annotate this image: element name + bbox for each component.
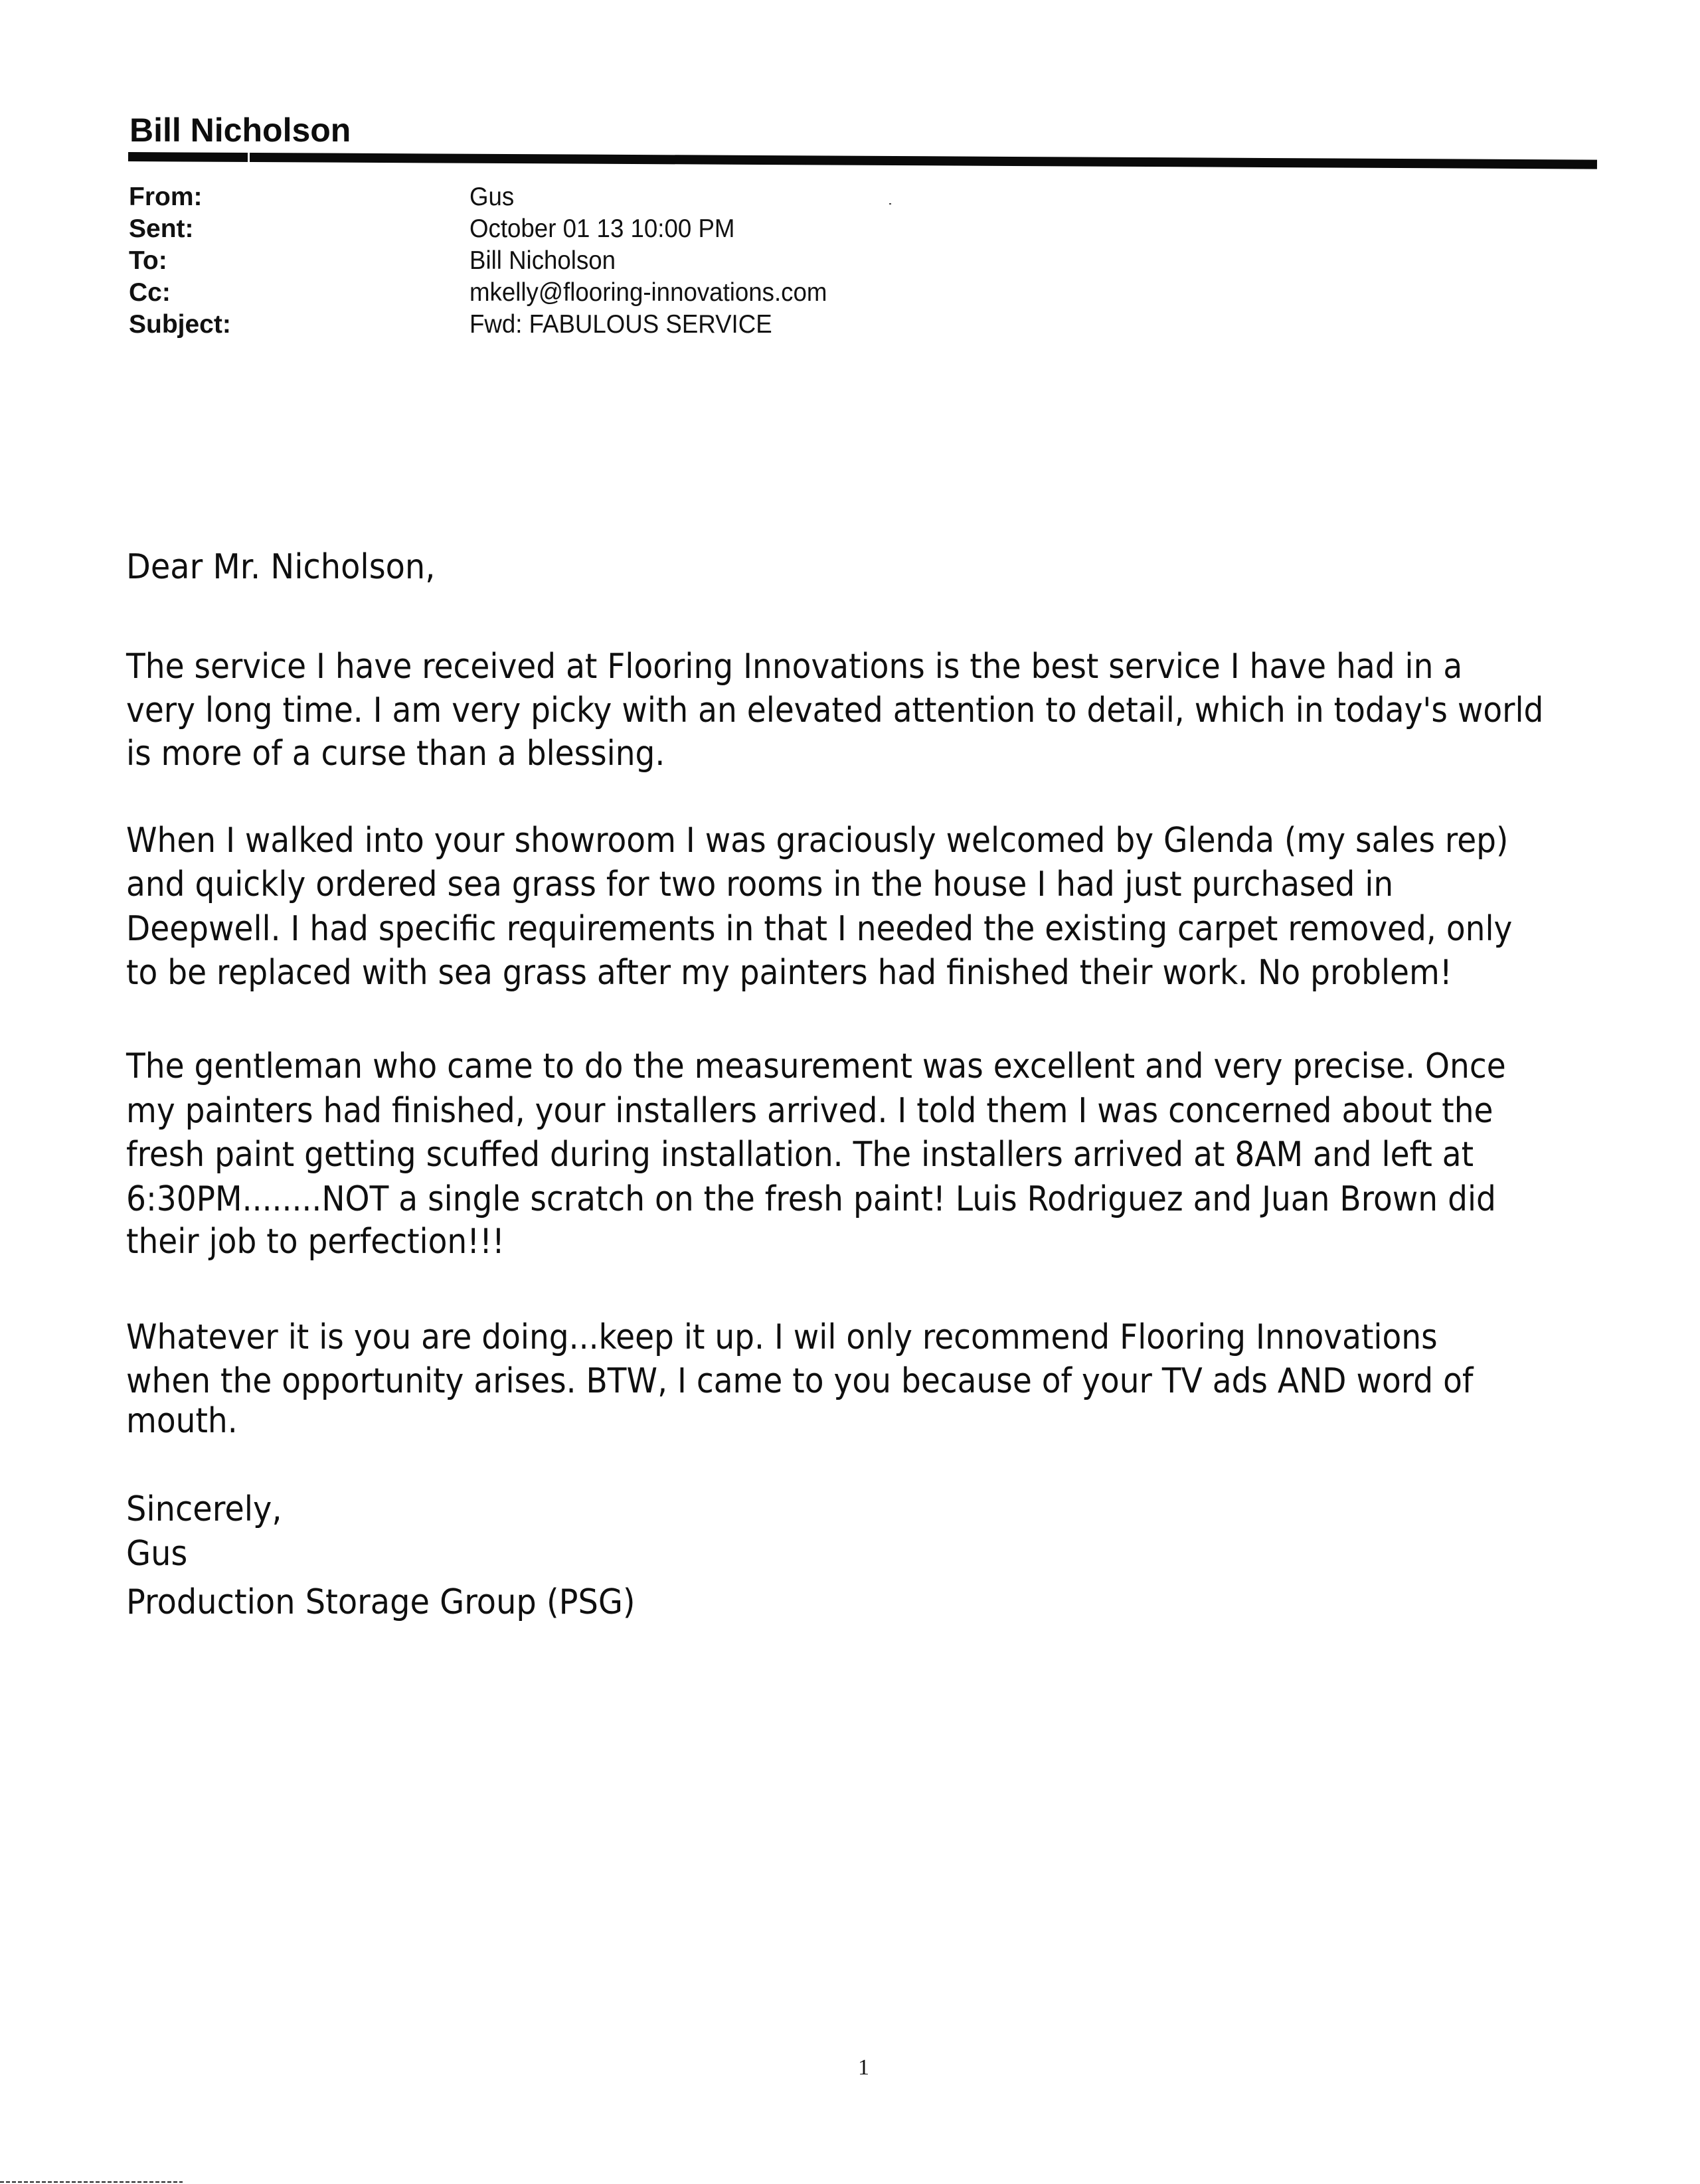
paragraph-line: When I walked into your showroom I was graciously welcomed by Glenda (my sales rep) <box>126 821 1509 861</box>
paragraph-line: my painters had finished, your installers arrived. I told them I was concerned about the <box>126 1091 1493 1131</box>
paragraph-line: 6:30PM........NOT a single scratch on the fresh paint! Luis Rodriguez and Juan Brown did <box>126 1179 1496 1219</box>
paragraph-line: Whatever it is you are doing...keep it up. I wil only recommend Flooring Innovations <box>126 1317 1438 1357</box>
paragraph-line: their job to perfection!!! <box>126 1222 505 1262</box>
closing: Sincerely, <box>126 1489 282 1529</box>
cc-label: Cc: <box>129 278 171 307</box>
salutation: Dear Mr. Nicholson, <box>126 547 436 587</box>
to-value: Bill Nicholson <box>469 246 616 275</box>
paragraph-line: mouth. <box>126 1401 238 1441</box>
document-title: Bill Nicholson <box>129 112 351 149</box>
to-label: To: <box>129 246 167 275</box>
paragraph-line: The gentleman who came to do the measurement was excellent and very precise. Once <box>126 1047 1506 1086</box>
paragraph-line: to be replaced with sea grass after my painters had finished their work. No problem! <box>126 953 1452 993</box>
signature-company: Production Storage Group (PSG) <box>126 1582 636 1622</box>
page-number: 1 <box>858 2055 869 2080</box>
paragraph-line: is more of a curse than a blessing. <box>126 734 665 774</box>
paragraph-line: very long time. I am very picky with an elevated attention to detail, which in today's world <box>126 691 1544 730</box>
paragraph-line: The service I have received at Flooring Innovations is the best service I have had in a <box>126 647 1463 687</box>
sent-value: October 01 13 10:00 PM <box>469 214 735 243</box>
from-value: Gus <box>469 183 515 211</box>
paragraph-line: Deepwell. I had specific requirements in that I needed the existing carpet removed, only <box>126 909 1513 949</box>
header-divider-gap <box>248 150 250 163</box>
paragraph-line: fresh paint getting scuffed during installation. The installers arrived at 8AM and left at <box>126 1135 1474 1175</box>
from-label: From: <box>129 183 203 211</box>
header-divider-bar <box>128 152 1597 169</box>
sent-label: Sent: <box>129 214 194 243</box>
subject-label: Subject: <box>129 310 231 339</box>
paragraph-line: when the opportunity arises. BTW, I came to you because of your TV ads AND word of <box>126 1361 1474 1401</box>
paragraph-line: and quickly ordered sea grass for two rooms in the house I had just purchased in <box>126 865 1394 904</box>
signature-name: Gus <box>126 1534 188 1574</box>
scan-artifact-line <box>0 2181 183 2183</box>
subject-value: Fwd: FABULOUS SERVICE <box>469 310 772 339</box>
scan-speck <box>889 203 891 205</box>
cc-value: mkelly@flooring-innovations.com <box>469 278 827 307</box>
